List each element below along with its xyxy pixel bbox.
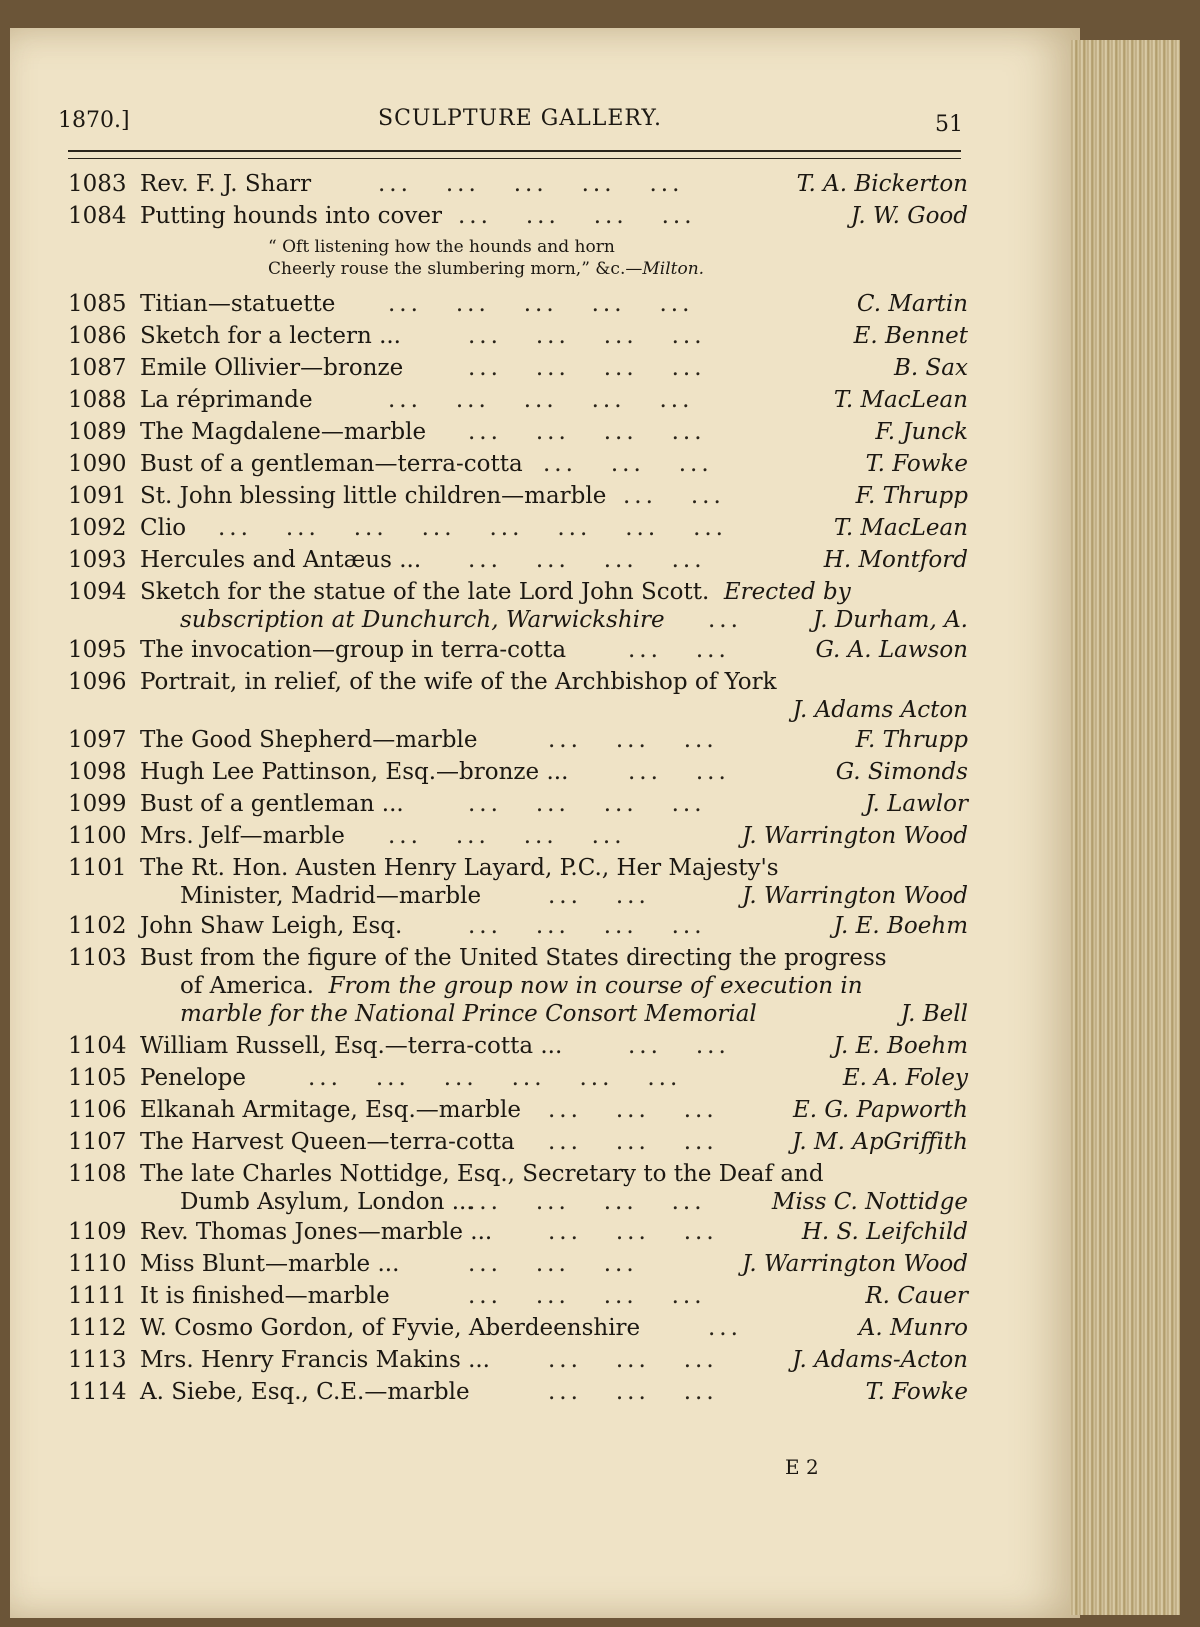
entry-number: 1109 [68, 1219, 127, 1245]
entry-number: 1113 [68, 1347, 127, 1373]
entry-artist: J. Warrington Wood [741, 883, 968, 909]
catalogue-entry [68, 512, 968, 544]
catalogue-entry [68, 544, 968, 576]
header-rule [68, 150, 961, 159]
entry-title: Bust from the figure of the United States directing the progress [140, 945, 887, 971]
entry-title-italic: Erected by [723, 579, 851, 605]
catalogue-list [68, 168, 968, 1408]
catalogue-entry [68, 820, 968, 852]
entry-artist: R. Cauer [865, 1283, 968, 1309]
leader-dots: ... ... ... ... [468, 1189, 706, 1215]
quote-author: Milton. [642, 259, 705, 279]
entry-title-line-2: Minister, Madrid—marble [180, 883, 482, 909]
catalogue-entry [68, 1216, 968, 1248]
entry-number: 1105 [68, 1065, 127, 1091]
catalogue-entry [68, 480, 968, 512]
catalogue-entry [68, 1280, 968, 1312]
quote-line-2-text: Cheerly rouse the slumbering morn,” &c.— [268, 259, 643, 279]
leader-dots: ... [708, 1315, 742, 1341]
entry-number: 1088 [68, 387, 127, 413]
catalogue-entry [68, 1158, 968, 1216]
entry-number: 1090 [68, 451, 127, 477]
quote-line-1: “ Oft listening how the hounds and horn [268, 237, 615, 257]
entry-artist: G. Simonds [835, 759, 968, 785]
entry-number: 1093 [68, 547, 127, 573]
leader-dots: ... ... ... ... ... [388, 291, 694, 317]
leader-dots: ... ... ... ... [468, 323, 706, 349]
entry-artist: J. Lawlor [865, 791, 968, 817]
entry-artist: J. W. Good [850, 203, 968, 229]
leader-dots: ... ... [548, 883, 650, 909]
leader-dots: ... ... [628, 637, 730, 663]
leader-dots: ... ... ... [548, 1347, 718, 1373]
entry-number: 1083 [68, 171, 127, 197]
catalogue-entry [68, 352, 968, 384]
entry-number: 1086 [68, 323, 127, 349]
entry-title: Emile Ollivier—bronze [140, 355, 404, 381]
entry-title-line-2: subscription at Dunchurch, Warwickshire [180, 607, 665, 633]
entry-artist: F. Thrupp [855, 727, 968, 753]
entry-number: 1114 [68, 1379, 127, 1405]
catalogue-entry [68, 576, 968, 634]
entry-title: Putting hounds into cover [140, 203, 442, 229]
entry-artist: B. Sax [894, 355, 968, 381]
entry-artist: T. MacLean [833, 515, 968, 541]
entry-title: The Magdalene—marble [140, 419, 427, 445]
entry-title: Mrs. Henry Francis Makins ... [140, 1347, 490, 1373]
leader-dots: ... ... ... ... [468, 913, 706, 939]
entry-title: La réprimande [140, 387, 313, 413]
entry-number: 1089 [68, 419, 127, 445]
catalogue-entry [68, 448, 968, 480]
entry-artist: J. Adams-Acton [792, 1347, 968, 1373]
catalogue-entry [68, 666, 968, 724]
leader-dots: ... ... ... ... ... ... [308, 1065, 682, 1091]
entry-number: 1094 [68, 579, 127, 605]
leader-dots: ... ... ... ... [468, 419, 706, 445]
entry-artist: H. Montford [823, 547, 968, 573]
entry-artist: J. E. Boehm [833, 913, 968, 939]
entry-artist: E. Bennet [853, 323, 968, 349]
entry-title-line-2: Dumb Asylum, London ... [180, 1189, 474, 1215]
entry-number: 1104 [68, 1033, 127, 1059]
entry-artist: G. A. Lawson [815, 637, 968, 663]
entry-number: 1092 [68, 515, 127, 541]
entry-number: 1099 [68, 791, 127, 817]
leader-dots: ... ... ... [548, 1129, 718, 1155]
signature-mark: E 2 [785, 1455, 819, 1479]
catalogue-entry [68, 168, 968, 200]
quotation [68, 232, 968, 288]
catalogue-entry [68, 1062, 968, 1094]
entry-artist: J. Bell [900, 1001, 968, 1027]
catalogue-entry [68, 852, 968, 910]
entry-title: Hercules and Antæus ... [140, 547, 422, 573]
catalogue-entry [68, 384, 968, 416]
leader-dots: ... ... ... ... [458, 203, 696, 229]
entry-title: The Harvest Queen—terra-cotta [140, 1129, 515, 1155]
entry-artist: E. A. Foley [842, 1065, 968, 1091]
entry-title-line-2-text: of America. [180, 973, 314, 999]
entry-title: Miss Blunt—marble ... [140, 1251, 400, 1277]
entry-number: 1095 [68, 637, 127, 663]
entry-title: Rev. F. J. Sharr [140, 171, 312, 197]
entry-number: 1103 [68, 945, 127, 971]
entry-artist: J. Adams Acton [792, 697, 968, 723]
leader-dots: ... ... [628, 759, 730, 785]
entry-artist: F. Junck [875, 419, 968, 445]
entry-artist: Miss C. Nottidge [771, 1189, 968, 1215]
leader-dots: ... ... ... [548, 727, 718, 753]
entry-title: Clio [140, 515, 187, 541]
catalogue-entry [68, 416, 968, 448]
leader-dots: ... ... ... [543, 451, 713, 477]
entry-artist: E. G. Papworth [792, 1097, 968, 1123]
entry-artist: J. Durham, A. [812, 607, 968, 633]
entry-title: St. John blessing little children—marble [140, 483, 607, 509]
page-edges [1070, 40, 1180, 1615]
catalogue-entry [68, 724, 968, 756]
catalogue-entry [68, 1344, 968, 1376]
entry-number: 1091 [68, 483, 127, 509]
entry-number: 1096 [68, 669, 127, 695]
page-number: 51 [935, 112, 963, 137]
catalogue-entry [68, 320, 968, 352]
entry-title: Penelope [140, 1065, 247, 1091]
entry-title: Sketch for a lectern ... [140, 323, 401, 349]
entry-title-line-2-italic: From the group now in course of execution in [328, 973, 863, 999]
entry-title: Portrait, in relief, of the wife of the Archbishop of York [140, 669, 777, 695]
entry-title: Hugh Lee Pattinson, Esq.—bronze ... [140, 759, 569, 785]
catalogue-entry [68, 1094, 968, 1126]
leader-dots: ... ... ... ... [468, 547, 706, 573]
entry-title: The Rt. Hon. Austen Henry Layard, P.C., Her Majesty's [140, 855, 779, 881]
header-title: SCULPTURE GALLERY. [378, 106, 662, 131]
entry-number: 1102 [68, 913, 127, 939]
entry-number: 1097 [68, 727, 127, 753]
entry-artist: J. M. ApGriffith [792, 1129, 968, 1155]
catalogue-entry [68, 1126, 968, 1158]
entry-artist: J. E. Boehm [833, 1033, 968, 1059]
catalogue-entry [68, 634, 968, 666]
leader-dots: ... ... ... [548, 1097, 718, 1123]
leader-dots: ... ... ... ... ... ... ... ... [218, 515, 727, 541]
leader-dots: ... ... [628, 1033, 730, 1059]
entry-artist: A. Munro [858, 1315, 968, 1341]
catalogue-entry [68, 756, 968, 788]
leader-dots: ... ... ... ... ... [378, 171, 684, 197]
catalogue-entry [68, 942, 968, 1030]
entry-title: Mrs. Jelf—marble [140, 823, 345, 849]
leader-dots: ... ... ... [468, 1251, 638, 1277]
entry-title: The Good Shepherd—marble [140, 727, 478, 753]
entry-number: 1111 [68, 1283, 127, 1309]
entry-number: 1112 [68, 1315, 127, 1341]
entry-number: 1101 [68, 855, 127, 881]
leader-dots: ... ... ... ... [468, 1283, 706, 1309]
entry-artist: H. S. Leifchild [801, 1219, 968, 1245]
entry-title: The invocation—group in terra-cotta [140, 637, 567, 663]
entry-title: William Russell, Esq.—terra-cotta ... [140, 1033, 563, 1059]
entry-artist: F. Thrupp [855, 483, 968, 509]
entry-number: 1085 [68, 291, 127, 317]
entry-artist: T. MacLean [833, 387, 968, 413]
entry-title: W. Cosmo Gordon, of Fyvie, Aberdeenshire [140, 1315, 641, 1341]
running-header [58, 108, 963, 148]
leader-dots: ... ... ... ... [468, 791, 706, 817]
entry-title: Titian—statuette [140, 291, 336, 317]
entry-number: 1100 [68, 823, 127, 849]
catalogue-entry [68, 200, 968, 232]
leader-dots: ... ... ... ... ... [388, 387, 694, 413]
catalogue-entry [68, 910, 968, 942]
entry-artist: T. Fowke [865, 1379, 968, 1405]
leader-dots: ... ... ... [548, 1379, 718, 1405]
entry-artist: J. Warrington Wood [741, 1251, 968, 1277]
quote-line-2 [268, 258, 968, 280]
leader-dots: ... [708, 607, 742, 633]
entry-artist: J. Warrington Wood [741, 823, 968, 849]
entry-title: John Shaw Leigh, Esq. [140, 913, 403, 939]
header-year: 1870.] [58, 108, 130, 133]
entry-artist: T. Fowke [865, 451, 968, 477]
entry-title-line-3: marble for the National Prince Consort Memorial [180, 1001, 757, 1027]
entry-number: 1106 [68, 1097, 127, 1123]
entry-title: Bust of a gentleman ... [140, 791, 404, 817]
entry-title: Rev. Thomas Jones—marble ... [140, 1219, 493, 1245]
entry-artist: C. Martin [856, 291, 968, 317]
entry-number: 1108 [68, 1161, 127, 1187]
entry-title: The late Charles Nottidge, Esq., Secretary to the Deaf and [140, 1161, 824, 1187]
entry-title-text: Sketch for the statue of the late Lord John Scott. [140, 579, 710, 605]
leader-dots: ... ... ... ... [388, 823, 626, 849]
entry-number: 1087 [68, 355, 127, 381]
entry-title: Elkanah Armitage, Esq.—marble [140, 1097, 521, 1123]
entry-number: 1107 [68, 1129, 127, 1155]
catalogue-entry [68, 1376, 968, 1408]
catalogue-entry [68, 1248, 968, 1280]
leader-dots: ... ... ... ... [468, 355, 706, 381]
catalogue-entry [68, 788, 968, 820]
entry-number: 1098 [68, 759, 127, 785]
catalogue-entry [68, 1030, 968, 1062]
catalogue-entry [68, 288, 968, 320]
leader-dots: ... ... ... [548, 1219, 718, 1245]
entry-number: 1110 [68, 1251, 127, 1277]
catalogue-entry [68, 1312, 968, 1344]
entry-number: 1084 [68, 203, 127, 229]
leader-dots: ... ... [623, 483, 725, 509]
entry-title: Bust of a gentleman—terra-cotta [140, 451, 523, 477]
entry-title: A. Siebe, Esq., C.E.—marble [140, 1379, 470, 1405]
entry-title: It is finished—marble [140, 1283, 390, 1309]
entry-artist: T. A. Bickerton [796, 171, 968, 197]
